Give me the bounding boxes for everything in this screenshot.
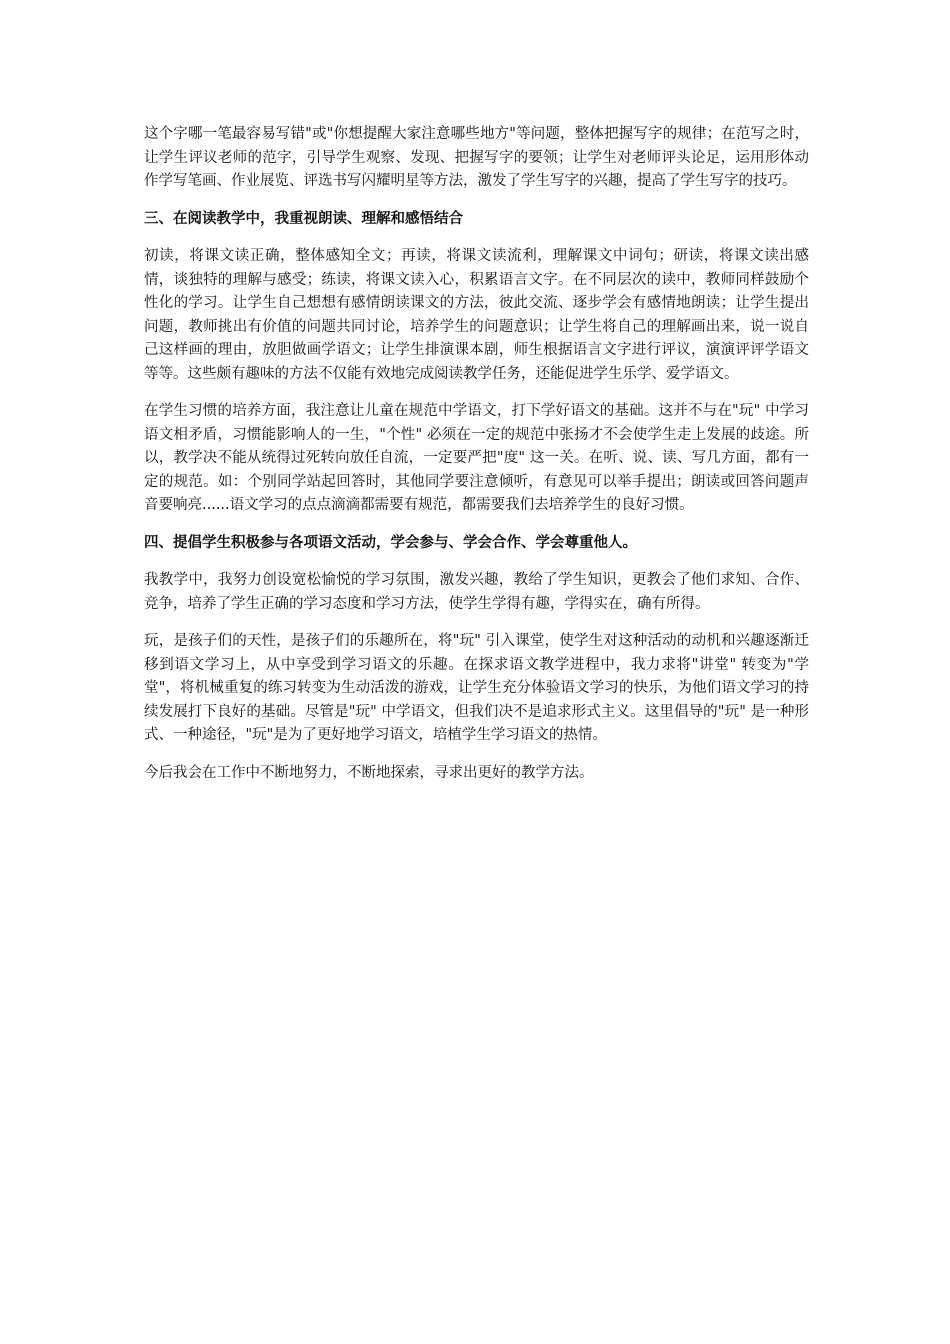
paragraph-conclusion: 今后我会在工作中不断地努力，不断地探索，寻求出更好的教学方法。 <box>144 764 594 781</box>
document-page <box>144 123 809 799</box>
section-heading-reading: 三、在阅读教学中，我重视朗读、理解和感悟结合 <box>144 210 463 227</box>
paragraph-play: 玩，是孩子们的天性，是孩子们的乐趣所在，将"玩" 引入课堂，使学生对这种活动的动机和兴趣逐渐迁移到语文学习上，从中享受到学习语文的乐趣。在探求语文教学进程中，我力求将"讲堂" 转变为"学堂"，将机械重复的练习转变为生动活泼的游戏，让学生充分体验语文学习的快乐，为他们语文学习的持续发展打下良好的基础。尽管是"玩" 中学语文，但我们决不是追求形式主义。这里倡导的"玩" 是一种形式、一种途径，"玩"是为了更好地学习语文，培植学生学习语文的热情。 <box>144 633 809 743</box>
paragraph-reading-levels: 初读，将课文读正确，整体感知全文；再读，将课文读流利，理解课文中词句；研读，将课文读出感情，谈独特的理解与感受；练读，将课文读入心，积累语言文字。在不同层次的读中，教师同样鼓励个性化的学习。让学生自己想想有感情朗读课文的方法，彼此交流、逐步学会有感情地朗读；让学生提出问题，教师挑出有价值的问题共同讨论，培养学生的问题意识；让学生将自己的理解画出来，说一说自己这样画的理由，放胆做画学语文；让学生排演课本剧，师生根据语言文字进行评议，演演评评学语文等等。这些颇有趣味的方法不仅能有效地完成阅读教学任务，还能促进学生乐学、爱学语文。 <box>144 248 809 382</box>
paragraph-atmosphere: 我教学中，我努力创设宽松愉悦的学习氛围，激发兴趣，教给了学生知识，更教会了他们求知、合作、竞争，培养了学生正确的学习态度和学习方法，使学生学得有趣，学得实在，确有所得。 <box>144 572 809 612</box>
section-heading-activities: 四、提倡学生积极参与各项语文活动，学会参与、学会合作、学会尊重他人。 <box>144 534 637 551</box>
paragraph-habits: 在学生习惯的培养方面，我注意让儿童在规范中学语文，打下学好语文的基础。这并不与在"玩" 中学习语文相矛盾，习惯能影响人的一生，"个性" 必须在一定的规范中张扬才不会使学生走上发展的歧途。所以，教学决不能从统得过死转向放任自流，一定要严把"度" 这一关。在听、说、读、写几方面，都有一定的规范。如：个别同学站起回答时，其他同学要注意倾听，有意见可以举手提出；朗读或回答问题声音要响亮......语文学习的点点滴滴都需要有规范，都需要我们去培养学生的良好习惯。 <box>144 403 809 513</box>
paragraph-writing-method: 这个字哪一笔最容易写错"或"你想提醒大家注意哪些地方"等问题，整体把握写字的规律；在范写之时，让学生评议老师的范字，引导学生观察、发现、把握写字的要领；让学生对老师评头论足，运用形体动作学写笔画、作业展览、评选书写闪耀明星等方法，激发了学生写字的兴趣，提高了学生写字的技巧。 <box>144 126 809 189</box>
